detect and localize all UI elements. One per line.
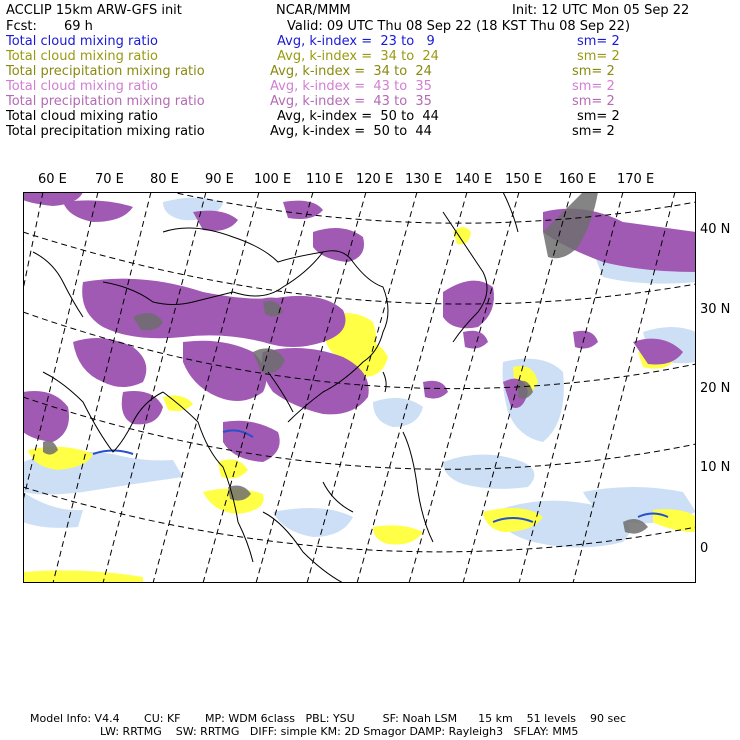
field-avg: Avg, k-index = 34 to 24 xyxy=(270,64,432,79)
field-name: Total cloud mixing ratio xyxy=(6,34,159,49)
longitude-label: 60 E xyxy=(38,172,67,187)
valid-time: Valid: 09 UTC Thu 08 Sep 22 (18 KST Thu 08 Sep 22) xyxy=(287,19,631,34)
field-name: Total precipitation mixing ratio xyxy=(6,64,205,79)
field-smoothing: sm= 2 xyxy=(572,64,615,79)
field-avg: Avg, k-index = 34 to 24 xyxy=(277,49,439,64)
field-smoothing: sm= 2 xyxy=(572,79,615,94)
longitude-label: 160 E xyxy=(559,172,597,187)
field-smoothing: sm= 2 xyxy=(572,94,615,109)
latitude-label: 40 N xyxy=(700,222,731,237)
footer-model-info: Model Info: V4.4 CU: KF MP: WDM 6class PBL: YSU SF: Noah LSM 15 km 51 levels 90 sec xyxy=(30,712,627,725)
footer-physics-info: LW: RRTMG SW: RRTMG DIFF: simple KM: 2D Smagor DAMP: Rayleigh3 SFLAY: MM5 xyxy=(100,725,579,738)
field-name: Total cloud mixing ratio xyxy=(6,49,159,64)
longitude-label: 130 E xyxy=(405,172,443,187)
meridian-line xyxy=(103,192,206,583)
meridian-line xyxy=(357,192,467,583)
latitude-label: 0 xyxy=(700,541,709,556)
field-avg: Avg, k-index = 50 to 44 xyxy=(270,124,432,139)
field-smoothing: sm= 2 xyxy=(577,109,620,124)
longitude-label: 150 E xyxy=(505,172,543,187)
field-smoothing: sm= 2 xyxy=(572,124,615,139)
field-name: Total cloud mixing ratio xyxy=(6,109,159,124)
model-title: ACCLIP 15km ARW-GFS init xyxy=(6,3,182,18)
fcst-value: 69 h xyxy=(64,19,93,34)
field-avg: Avg, k-index = 23 to 9 xyxy=(277,34,435,49)
field-name: Total precipitation mixing ratio xyxy=(6,94,205,109)
map-panel xyxy=(23,192,696,583)
field-smoothing: sm= 2 xyxy=(577,34,620,49)
field-smoothing: sm= 2 xyxy=(577,49,620,64)
longitude-label: 120 E xyxy=(356,172,394,187)
longitude-label: 170 E xyxy=(617,172,655,187)
longitude-label: 100 E xyxy=(254,172,292,187)
field-name: Total precipitation mixing ratio xyxy=(6,124,205,139)
longitude-label: 90 E xyxy=(205,172,234,187)
latitude-label: 20 N xyxy=(700,381,731,396)
init-time: Init: 12 UTC Mon 05 Sep 22 xyxy=(512,3,690,18)
longitude-label: 110 E xyxy=(306,172,344,187)
longitude-label: 140 E xyxy=(455,172,493,187)
field-avg: Avg, k-index = 50 to 44 xyxy=(277,109,439,124)
latitude-label: 30 N xyxy=(700,302,731,317)
longitude-label: 80 E xyxy=(150,172,179,187)
fcst-label: Fcst: xyxy=(6,19,37,34)
field-name: Total cloud mixing ratio xyxy=(6,79,159,94)
meridian-line xyxy=(53,192,151,583)
latitude-label: 10 N xyxy=(700,460,731,475)
longitude-label: 70 E xyxy=(95,172,124,187)
field-avg: Avg, k-index = 43 to 35 xyxy=(270,94,432,109)
org-label: NCAR/MMM xyxy=(276,3,351,18)
field-avg: Avg, k-index = 43 to 35 xyxy=(270,79,432,94)
